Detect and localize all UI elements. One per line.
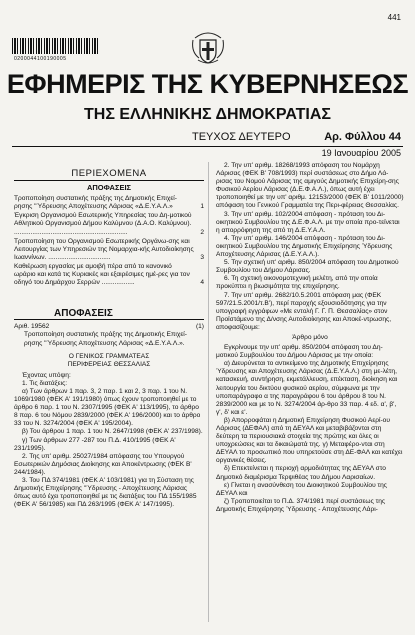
contents-title: ΠΕΡΙΕΧΟΜΕΝΑ bbox=[71, 168, 147, 179]
barcode-number: 0200044100190005 bbox=[14, 56, 67, 62]
body-paragraph: 2. Της υπ' αριθμ. 25027/1984 απόφασης του Υπουργού Εσωτερικών Δημόσιας Διοίκησης και Αποκέντρωσης (ΦΕΚ Β' 244/1984). bbox=[14, 452, 192, 476]
body-paragraph: ζ) Τροποποιείται το Π.Δ. 374/1981 περί συστάσεως της Δημοτικής Επιχείρησης Ύδρευσης - Αποχέτευσης Λάρι- bbox=[216, 497, 386, 513]
toc-item-page: 3 bbox=[200, 253, 204, 261]
body-paragraph: γ) Των άρθρων 277 -287 του Π.Δ. 410/1995 (ΦΕΚ Α' 231/1995). bbox=[14, 436, 176, 452]
body-paragraph: β) Απορροφάται η Δημοτική Επιχείρηση Φυσικού Αερί-ου Λάρισας (ΔΕΦΑΛ) από τη ΔΕΥΑΛ και μεταβιβάζονται στη δεύτερη τα περιουσιακά στοιχεία της πρώτης και όλες οι υποχρεώσεις και τα δικαιώματά της. γ) Μεταφέρο-νται στη ΔΕΥΑΛ το προσωπικό που υπηρετούσε στη ΔΕ-ΦΑΛ και κατέχει οργανικές θέσεις. bbox=[216, 416, 403, 465]
body-paragraph: 3. Του ΠΔ 374/1981 (ΦΕΚ Α' 103/1981) για τη Σύσταση της Δημοτικής Επιχείρησης "Ύδρευσης - Αποχέτευσης Λάρισας όπως αυτό έχει τροποποιηθεί με τις διατάξεις του ΠΔ 155/1985 (ΦΕΚ Α' 56/1985) και ΠΔ 263/1995 (ΦΕΚ Α' 147/1995). bbox=[14, 477, 197, 509]
decision-reference bbox=[14, 323, 204, 331]
body-paragraph: δ) Επεκτείνεται η περιοχή αρμοδιότητας της ΔΕΥΑΛ στο Δημοτικό διαμέρισμα Τερψιθέας του Δήμου Λαρισαίων. bbox=[216, 465, 386, 481]
article-heading: Άρθρο μόνο bbox=[292, 333, 328, 341]
right-column bbox=[216, 162, 404, 514]
issue-row bbox=[12, 131, 403, 145]
decision-number: Αριθ. 19562 bbox=[14, 323, 50, 331]
masthead-subtitle: ΤΗΣ ΕΛΛΗΝΙΚΗΣ ΔΗΜΟΚΡΑΤΙΑΣ bbox=[84, 106, 331, 123]
region-title: ΠΕΡΙΦΕΡΕΙΑΣ ΘΕΣΣΑΛΙΑΣ bbox=[67, 360, 151, 368]
issue-number: Αρ. Φύλλου 44 bbox=[324, 131, 401, 143]
secretary-general-title: Ο ΓΕΝΙΚΟΣ ΓΡΑΜΜΑΤΕΑΣ bbox=[68, 352, 150, 360]
body-paragraph: 6. Τη σχετική οικονομοτεχνική μελέτη, από την οποία προκύπτει η βιωσιμότητα της επιχείρησης. bbox=[216, 275, 378, 291]
body-paragraph: 3. Την υπ' αριθμ. 102/2004 απόφαση - πρόταση του Δι-οικητικού Συμβουλίου της Δ.Ε.Φ.Α.Λ. με την οποία προ-τείνεται η απορρόφηση της από τη Δ.Ε.Υ.Α.Λ. bbox=[216, 210, 400, 234]
toc-item bbox=[14, 263, 204, 287]
contents-section-heading: ΑΠΟΦΑΣΕΙΣ bbox=[86, 183, 132, 193]
barcode bbox=[12, 38, 98, 54]
column-divider bbox=[208, 162, 209, 622]
decisions-heading: ΑΠΟΦΑΣΕΙΣ bbox=[54, 308, 113, 320]
toc-item bbox=[14, 212, 204, 236]
body-paragraph: 5. Την σχετική υπ' αριθμ. 850/2004 απόφαση του Δημοτικού Συμβουλίου του Δήμου Λάρισας. bbox=[216, 259, 399, 275]
decision-index: (1) bbox=[195, 323, 204, 331]
toc-item-page: 1 bbox=[200, 203, 204, 211]
body-paragraph: α) Διευρύνεται το αντικείμενο της Δημοτικής Επιχείρησης Ύδρευσης και Αποχέτευσης Λάρισας (Δ.Ε.Υ.Α.Λ.) στη με-λέτη, κατασκευή, συντήρηση, εκμετάλλευση, επέκταση, διοίκηση και λειτουργία του δικτύου φυσικού αερίου, σύμφωνα με την υποπαράγραφο α της παραγράφου 6 του άρθρου 8 του Ν. 2839/2000 και με το Ν. 3274/2004 άρ-θρο 33 παρ. 4 εδ. α', β', γ', δ' και ε'. bbox=[216, 360, 398, 416]
toc-item bbox=[14, 238, 204, 262]
left-column bbox=[14, 162, 204, 509]
body-paragraph: 2. Την υπ' αριθμ. 18268/1993 απόφαση του Νομάρχη Λάρισας (ΦΕΚ Β' 708/1993) περί συστάσεως στο Δήμο Λά-ρισας του Νομού Λάρισας της αμιγούς Δημοτικής Επιχείρη-σης Φυσικού Αερίου Λάρισας (Δ.Ε.Φ.Α.Λ.), όπως αυτή έχει τροποποιηθεί με την υπ' αριθμ. 12153/2000 (ΦΕΚ Β' 1011/2000) απόφαση του Γενικού Γραμματέα της Περι-φέρειας Θεσσαλίας. bbox=[216, 162, 404, 210]
toc-item bbox=[14, 195, 204, 211]
body-paragraph: 1. Τις διατάξεις: bbox=[22, 379, 68, 387]
issue-series: ΤΕΥΧΟΣ ΔΕΥΤΕΡΟ bbox=[192, 131, 291, 143]
toc-item-page: 2 bbox=[200, 228, 204, 236]
body-paragraph: Εγκρίνουμε την υπ' αριθμ. 850/2004 απόφαση του Δη-μοτικού Συμβουλίου του Δήμου Λάρισας με την οποία: bbox=[216, 344, 383, 360]
issue-date: 19 Ιανουαρίου 2005 bbox=[321, 148, 401, 158]
body-paragraph: Έχοντας υπόψη: bbox=[22, 371, 71, 379]
toc-item-page: 4 bbox=[200, 279, 204, 287]
page-number: 441 bbox=[387, 13, 401, 22]
toc-item-text: Καθιέρωση εργασίας με αμοιβή πέρα από το κανονικό ωράριο και κατά τις Κυριακές και εξαιρέσιμες ημέ-ρες για τον οδηγό του Δημάρχου Σερρών .................. bbox=[14, 262, 190, 287]
body-paragraph: β) Του άρθρου 1 παρ. 1 του Ν. 2647/1998 (ΦΕΚ Α' 237/1998). bbox=[22, 428, 203, 436]
contents-rule bbox=[14, 180, 204, 181]
body-paragraph: 7. Την υπ' αριθμ. 2682/10.5.2001 απόφαση μας (ΦΕΚ 597/21.5.2001/τ.Β'), περί παροχής εξουσιοδότησης για την υπογραφή εγγράφων «Με εντολή Γ. Γ. Π. Θεσσαλίας» στον Προϊστάμενο της Δ/νσης Αυτοδιοίκησης και Αποκέ-ντρωσης, αποφασίζουμε: bbox=[216, 291, 392, 331]
body-paragraph: ε) Γίνεται η ανασύνθεση του Διοικητικού Συμβουλίου της ΔΕΥΑΛ και bbox=[216, 481, 387, 497]
body-paragraph: α) Των άρθρων 1 παρ. 3, 2 παρ. 1 και 2, 3 παρ. 1 του Ν. 1069/1980 (ΦΕΚ Α' 191/1980) όπως έχουν τροποποιηθεί με το άρθρο 6 παρ. 1 του Ν. 2307/1995 (ΦΕΚ Α' 113/1995), το άρθρο 8 παρ. 6 του Νόμου 2839/2000 (ΦΕΚ Α' 196/2000) και το άρθρο 33 του Ν. 3274/2004 (ΦΕΚ Α' 195/2004). bbox=[14, 387, 201, 428]
decisions-rule bbox=[14, 319, 204, 320]
decision-description: Τροποποίηση συστατικής πράξης της Δημοτικής Επιχεί-ρησης "Ύδρευσης Αποχέτευσης Λάρισας «Δ.Ε.Υ.Α.Λ.». bbox=[24, 331, 187, 347]
masthead-title: ΕΦΗΜΕΡΙΣ ΤΗΣ ΚΥΒΕΡΝΗΣΕΩΣ bbox=[6, 69, 409, 99]
greek-coat-of-arms-icon bbox=[191, 30, 225, 66]
toc-item-text: Τροποποίηση συστατικής πράξης της Δημοτικής Επιχεί-ρησης "Ύδρευσης Αποχέτευσης Λάρισας «Δ.Ε.Υ.Α.Λ.» bbox=[14, 195, 177, 211]
header-rule bbox=[12, 146, 403, 147]
toc-item-text: Έγκριση Οργανισμού Εσωτερικής Υπηρεσίας του Δη-μοτικού Αθλητικού Οργανισμού Δήμου Καλύμνου (Δ.Α.Ο. Καλύμνου). .............................................................. bbox=[14, 212, 192, 236]
body-paragraph: 4. Την υπ' αριθμ. 146/2004 απόφαση - πρόταση του Δι-οικητικού Συμβουλίου της Δημοτικής Επιχείρησης Ύδρευσης Αποχέτευσης Λάρισας (Δ.Ε.Υ.Α.Λ.). bbox=[216, 234, 393, 259]
toc-item-text: Τροποποίηση του Οργανισμού Εσωτερικής Οργάνω-σης και Λειτουργίας των Υπηρεσιών της Νομαρχια-κής Αυτοδιοίκησης Ιωαννίνων. .................................. bbox=[14, 237, 194, 261]
